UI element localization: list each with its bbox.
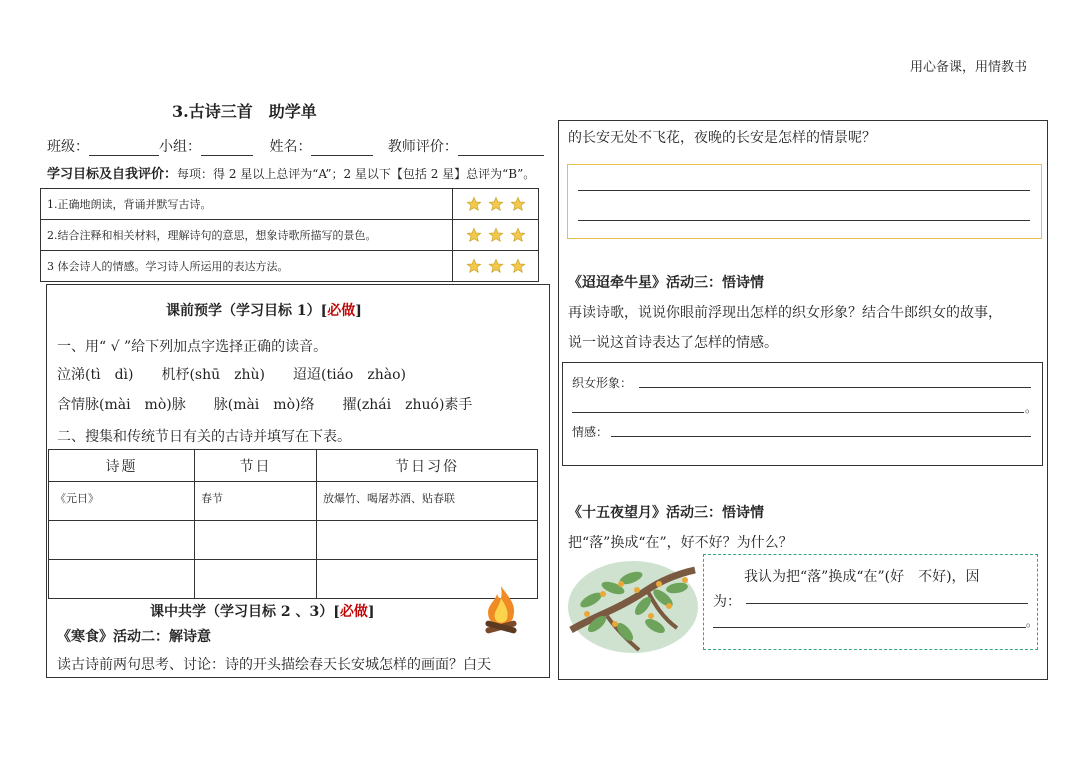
end-mark: 。: [1025, 401, 1038, 415]
name-blank[interactable]: [311, 142, 373, 156]
answer-line: [578, 190, 1030, 191]
table-cell[interactable]: 《元日》: [49, 482, 195, 521]
required-tag: 必做: [339, 604, 368, 620]
moon-answer-label: 为：: [713, 594, 741, 610]
star-icon[interactable]: [510, 196, 526, 212]
pinyin-question: 一、用“ √ ”给下列加点字选择正确的读音。: [57, 339, 328, 355]
goal-text: 1.正确地朗读，背诵并默写古诗。: [41, 189, 453, 220]
column-header: 节日: [195, 450, 317, 482]
goals-heading: [47, 163, 535, 182]
goals-heading-label: 学习目标及自我评价：: [47, 167, 178, 182]
goals-table: [40, 188, 539, 282]
name-label: 姓名：: [269, 139, 312, 155]
hanshi-discussion-continued: 的长安无处不飞花，夜晚的长安是怎样的情景呢？: [568, 130, 876, 146]
in-class-title-b: ]: [367, 604, 375, 620]
hanshi-activity-title: 《寒食》活动二：解诗意: [57, 629, 211, 645]
star-icon[interactable]: [466, 227, 482, 243]
star-icon[interactable]: [488, 258, 504, 274]
page-title: 3.古诗三首 助学单: [172, 102, 317, 121]
emotion-label: 情感：: [572, 425, 609, 439]
star-icon[interactable]: [510, 258, 526, 274]
goal-text: 3 体会诗人的情感。学习诗人所运用的表达方法。: [41, 251, 453, 282]
goal-row: [41, 220, 539, 251]
goal-text: 2.结合注释和相关材料，理解诗句的意思，想象诗歌所描写的景色。: [41, 220, 453, 251]
column-header: 诗题: [49, 450, 195, 482]
student-info-line: [47, 136, 544, 156]
goal-stars[interactable]: [453, 220, 539, 251]
goal-row: [41, 189, 539, 220]
star-icon[interactable]: [510, 227, 526, 243]
end-mark: 。: [1026, 615, 1039, 629]
tiaotiao-prompt-2: 说一说这首诗表达了怎样的情感。: [568, 335, 778, 351]
table-row: [49, 560, 538, 599]
goals-rule: 每项：得 2 星以上总评为“A”；2 星以下【包括 2 星】总评为“B”。: [177, 167, 536, 181]
moon-question: 把“落”换成“在”，好不好？为什么？: [568, 535, 793, 551]
table-cell[interactable]: [195, 521, 317, 560]
column-header: 节日习俗: [317, 450, 538, 482]
preview-section-title: [166, 300, 362, 320]
star-icon[interactable]: [488, 227, 504, 243]
answer-line[interactable]: [572, 412, 1024, 413]
preview-title-b: ]: [355, 303, 362, 319]
tiaotiao-prompt-1: 再读诗歌，说说你眼前浮现出怎样的织女形象？结合牛郎织女的故事，: [568, 305, 1002, 321]
star-icon[interactable]: [466, 258, 482, 274]
osmanthus-branch-illustration: [567, 560, 699, 654]
hanshi-answer-box[interactable]: [567, 164, 1042, 239]
in-class-section-title: [150, 601, 374, 621]
table-header-row: [49, 450, 538, 482]
pinyin-line-2: 含情脉(mài mò)脉 脉(mài mò)络 擢(zhái zhuó)素手: [57, 397, 473, 413]
answer-line[interactable]: [746, 603, 1028, 604]
table-cell[interactable]: 放爆竹、喝屠苏酒、贴春联: [317, 482, 538, 521]
goal-stars[interactable]: [453, 251, 539, 282]
header-motto: 用心备课，用情教书: [910, 60, 1028, 75]
weaver-answer-box: [562, 362, 1043, 466]
required-tag: 必做: [327, 303, 356, 319]
teacher-eval-label: 教师评价：: [387, 139, 458, 155]
moon-answer-box: [703, 554, 1038, 650]
class-blank[interactable]: [89, 142, 159, 156]
answer-line[interactable]: [713, 627, 1026, 628]
table-cell[interactable]: [317, 521, 538, 560]
goal-stars[interactable]: [453, 189, 539, 220]
weaver-image-label: 织女形象：: [572, 376, 633, 390]
in-class-title-a: 课中共学（学习目标 2 、3）[: [150, 604, 340, 620]
goal-row: [41, 251, 539, 282]
tiaotiao-activity-title: 《迢迢牵牛星》活动三：悟诗情: [568, 275, 764, 291]
answer-line: [578, 220, 1030, 221]
bonfire-icon: [479, 584, 523, 638]
group-label: 小组：: [159, 139, 201, 155]
preview-title-a: 课前预学（学习目标 1）[: [166, 303, 328, 319]
star-icon[interactable]: [466, 196, 482, 212]
pinyin-line-1: 泣涕(tì dì) 机杼(shū zhù) 迢迢(tiáo zhào): [57, 367, 406, 383]
table-row: [49, 482, 538, 521]
answer-line[interactable]: [611, 436, 1031, 437]
answer-line[interactable]: [639, 387, 1031, 388]
group-blank[interactable]: [201, 142, 253, 156]
teacher-eval-blank[interactable]: [458, 142, 544, 156]
star-icon[interactable]: [488, 196, 504, 212]
festival-question: 二、搜集和传统节日有关的古诗并填写在下表。: [57, 429, 351, 445]
moon-answer-line-1: 我认为把“落”换成“在”(好 不好)，因: [744, 569, 980, 585]
hanshi-discussion: 读古诗前两句思考、讨论：诗的开头描绘春天长安城怎样的画面？白天: [57, 657, 491, 673]
table-cell[interactable]: [49, 521, 195, 560]
class-label: 班级：: [47, 139, 89, 155]
moon-activity-title: 《十五夜望月》活动三：悟诗情: [568, 505, 764, 521]
table-cell[interactable]: [49, 560, 195, 599]
festival-table: [48, 449, 538, 599]
table-cell[interactable]: 春节: [195, 482, 317, 521]
table-row: [49, 521, 538, 560]
table-cell[interactable]: [195, 560, 317, 599]
